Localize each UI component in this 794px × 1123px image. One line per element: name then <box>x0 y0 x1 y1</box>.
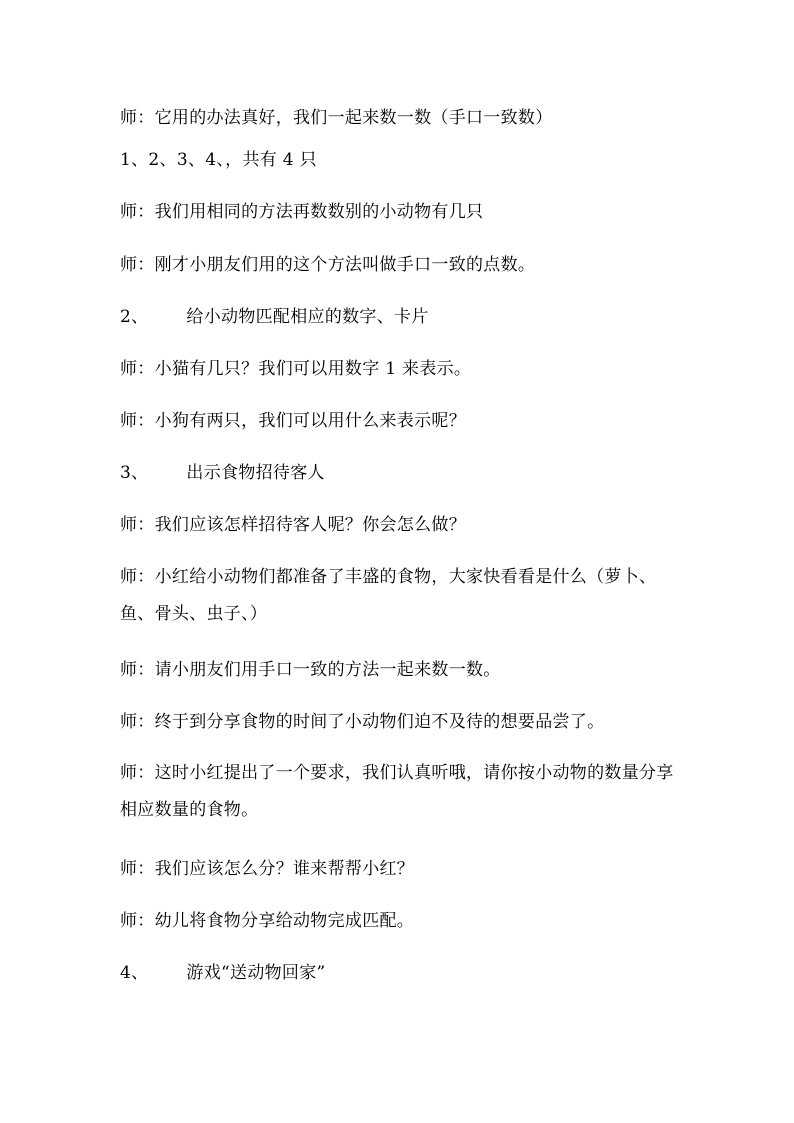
paragraph: 师：我们用相同的方法再数数别的小动物有几只 <box>120 202 484 222</box>
paragraph: 师：我们应该怎样招待客人呢？你会怎么做？ <box>120 515 466 535</box>
paragraph: 师：请小朋友们用手口一致的方法一起来数一数。 <box>120 660 501 680</box>
paragraph: 1、2、3、4、，共有 4 只 <box>120 150 317 170</box>
section-heading <box>120 961 680 985</box>
paragraph: 师：刚才小朋友们用的这个方法叫做手口一致的点数。 <box>120 255 536 275</box>
paragraph: 师：小猫有几只？我们可以用数字 1 来表示。 <box>120 359 472 379</box>
paragraph: 师：这时小红提出了一个要求，我们认真听哦，请你按小动物的数量分享相应数量的食物。 <box>120 763 674 820</box>
paragraph: 师：我们应该怎么分？谁来帮帮小红？ <box>120 859 415 879</box>
section-heading <box>120 461 680 485</box>
paragraph: 师：它用的办法真好，我们一起来数一数（手口一致数） <box>120 108 553 128</box>
section-number: 4、 <box>120 963 149 983</box>
section-title: 出示食物招待客人 <box>186 463 325 483</box>
paragraph: 师：小红给小动物们都准备了丰盛的食物，大家快看看是什么（萝卜、鱼、骨头、虫子、） <box>120 567 657 624</box>
paragraph: 师：小狗有两只，我们可以用什么来表示呢？ <box>120 411 466 431</box>
section-number: 2、 <box>120 307 149 327</box>
paragraph: 师：终于到分享食物的时间了小动物们迫不及待的想要品尝了。 <box>120 712 605 732</box>
section-title: 给小动物匹配相应的数字、卡片 <box>186 307 429 327</box>
section-heading <box>120 305 680 329</box>
section-number: 3、 <box>120 463 149 483</box>
paragraph: 师：幼儿将食物分享给动物完成匹配。 <box>120 911 415 931</box>
section-title: 游戏“送动物回家” <box>186 963 326 983</box>
